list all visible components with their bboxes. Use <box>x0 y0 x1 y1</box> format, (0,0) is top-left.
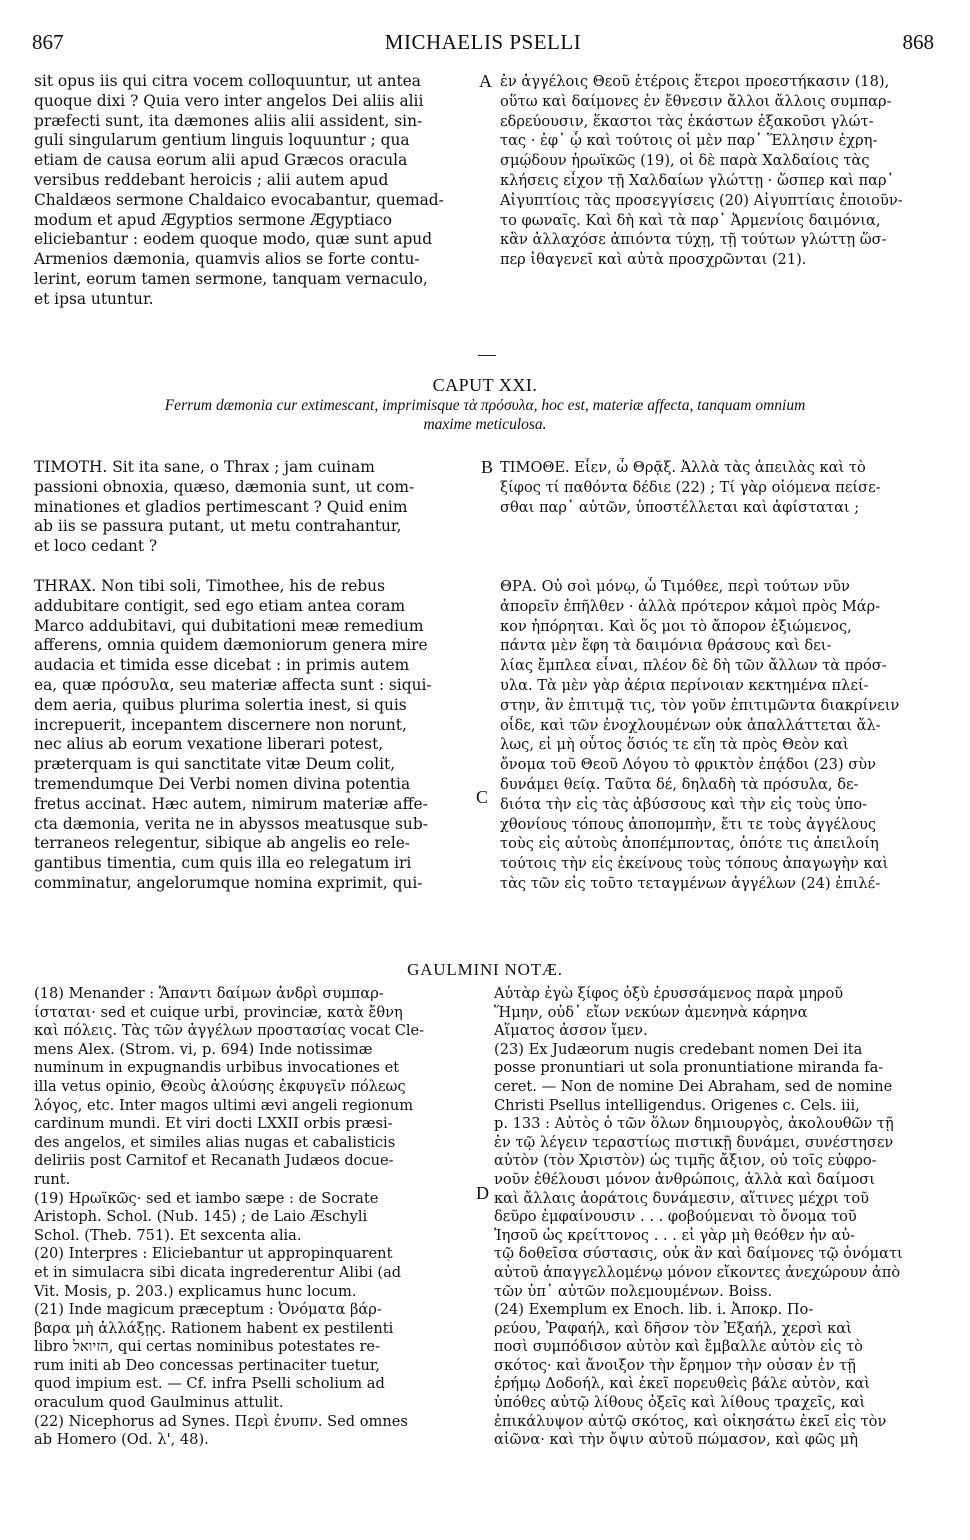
text-line: quod impium est. — Cf. infra Pselli scholium ad <box>34 1375 385 1393</box>
text-line: lerint, eorum tamen sermone, tanquam vernaculo, <box>34 269 428 288</box>
text-line: Αἵματος ἆσσον ἴμεν. <box>494 1022 648 1040</box>
text-line: oraculum quod Gaulminus attulit. <box>34 1394 284 1412</box>
text-line: Aristoph. Schol. (Nub. 145) ; de Laio Æschyli <box>34 1208 368 1226</box>
text-line: (21) Inde magicum præceptum : Ὀνόματα βάρ- <box>34 1301 382 1319</box>
text-line: αὐτοῦ ἀπαγγελλομένῳ μόνον εἴκοντες ἀνεχώρουν ἀπὸ <box>494 1263 901 1281</box>
text-line: posse pronuntiari ut sola pronuntiatione miranda fa- <box>494 1059 884 1077</box>
text-line: et in simulacra sibi dicata ingrederentur Alibi (ad <box>34 1263 402 1281</box>
text-line: (19) Ηρωϊκῶς· sed et iambo sæpe : de Socrate <box>34 1189 379 1207</box>
greek-column-thrax <box>500 577 935 894</box>
text-line: ξίφος τί παθόντα δέδιε (22) ; Τί γὰρ οἰόμενα πείσε- <box>500 478 881 496</box>
text-line: eliciebantur : eodem quoque modo, quæ sunt apud <box>34 230 433 249</box>
text-line: τούτοις τὴν εἰς ἐκείνους τοὺς τόπους ἀπαγωγὴν καὶ <box>500 855 889 873</box>
text-line: mens Alex. (Strom. vi, p. 694) Inde notissimæ <box>34 1040 373 1058</box>
text-line: ἐρήμῳ Δοδοήλ, καὶ ἐκεῖ πορευθεὶς βάλε αὐτὸν, καὶ <box>494 1375 871 1393</box>
notes-column-left <box>34 985 474 1450</box>
text-line: δυνάμει θείᾳ. Ταῦτα δέ, δηλαδὴ τὰ πρόσυλα, δε- <box>500 775 859 793</box>
text-line: τῷ δοθεῖσα σύστασις, οὐκ ἂν καὶ δαίμονες τῷ ὀνόματι <box>494 1245 903 1263</box>
text-line: ἐν ἀγγέλοις Θεοῦ ἑτέροις ἕτεροι προεστήκασιν (18), <box>500 73 890 90</box>
section-marker-a: A <box>479 71 492 91</box>
text-line: fretus accinat. Hæc autem, nimirum materiæ affe- <box>34 794 428 813</box>
text-line: καὶ ἄλλαις ἀοράτοις δυνάμεσιν, αἵτινες μέχρι τοῦ <box>494 1189 869 1207</box>
text-line: Vit. Mosis, p. 203.) explicamus hunc locum. <box>34 1282 357 1300</box>
text-line: Christi Psellus intelligendus. Origenes c. Cels. iii, <box>494 1096 860 1114</box>
greek-column-timotheus <box>500 458 935 517</box>
text-line: terraneos relegentur, sibique ab angelis eo rele- <box>34 834 411 853</box>
text-line: guli singularum gentium linguis loquuntur ; qua <box>34 131 410 150</box>
text-line: comminatur, angelorumque nomina exprimit, qui- <box>34 873 423 892</box>
text-line: Αὐτὰρ ἐγὼ ξίφος ὀξὺ ἐρυσσάμενος παρὰ μηροῦ <box>494 985 844 1002</box>
text-line: εδρεύουσιν, ἕκαστοι τὰς ἑκάστων ἐξακοῦσι γλώτ- <box>500 112 874 130</box>
chapter-subtitle-line-1: Ferrum dæmonia cur extimescant, imprimisque τὰ πρόσυλα, hoc est, materiæ affecta, tanquam omnium <box>164 397 806 414</box>
text-line: libro הזיואל, qui certas nominibus potestates re- <box>34 1338 380 1356</box>
text-line: cardinum mundi. Et viri docti LXXII orbis præsi- <box>34 1115 393 1133</box>
text-line: ea, quæ πρόσυλα, seu materiæ affecta sunt : siqui- <box>34 675 432 694</box>
text-line: quoque dixi ? Quia vero inter angelos Dei aliis alii <box>34 91 424 110</box>
text-line: δεῦρο ἐμφαίνουσιν . . . φοβούμεναι τὸ ὄνομα τοῦ <box>494 1208 857 1226</box>
chapter-subtitle-line-2: maxime meticulosa. <box>423 416 547 433</box>
text-line: gantibus timentia, cum quis illa eo relegatum iri <box>34 854 412 873</box>
text-line: τοὺς εἰς αὐτοὺς ἀποπέμποντας, ὁπότε τις ἀπειλοίη <box>500 835 879 853</box>
text-line: διότα τὴν εἰς τὰς ἀβύσσους καὶ τὴν εἰς τοὺς ὑπο- <box>500 795 868 813</box>
text-line: χθονίους τόπους ἀποπομπὴν, ἔτι τε τοὺς ἀγγέλους <box>500 815 877 833</box>
text-line: ὑπόθες αὐτῷ λίθους ὀξεῖς καὶ λίθους τραχεῖς, καὶ <box>494 1394 866 1412</box>
text-line: ποσὶ συμπόδισον αὐτὸν καὶ ἔμβαλλε αὐτὸν εἰς τὸ <box>494 1338 863 1356</box>
text-line: ΤΙΜΟΘΕ. Εἶεν, ὦ Θρᾷξ. Ἀλλὰ τὰς ἀπειλὰς καὶ τὸ <box>500 459 866 476</box>
text-line: illa vetus opinio, Θεοὺς ἀλούσης ἐκφυγεῖν πόλεως <box>34 1077 406 1095</box>
text-line: versibus reddebant heroicis ; alii autem apud <box>34 170 389 189</box>
text-line: υλα. Τὰ μὲν γὰρ ἀέρια περίνοιαν κεκτημένα πλεί- <box>500 676 869 694</box>
text-line: ἐν τῷ λέγειν τεραστίως πιστικῇ δυνάμει, συνέστησεν <box>494 1133 894 1151</box>
text-line: audacia et timida esse dicebat : in primis autem <box>34 656 410 675</box>
text-line: Ἰησοῦ ὡς κρείττονος . . . εἰ γὰρ μὴ θεόθεν ἦν αὐ- <box>494 1226 856 1244</box>
text-line: minationes et gladios pertimescant ? Quid enim <box>34 497 408 516</box>
latin-column-timotheus <box>34 458 474 557</box>
text-line: Marco addubitavi, qui dubitationi meæ remedium <box>34 616 424 635</box>
text-line: τῶν ὑπ᾽ αὐτῶν πολεμουμένων. Boiss. <box>494 1282 773 1300</box>
text-line: sit opus iis qui citra vocem colloquuntur, ut antea <box>34 72 421 90</box>
running-title: MICHAELIS PSELLI <box>384 30 582 54</box>
text-line: σθαι παρ᾽ αὐτῶν, ὑποστέλλεται καὶ ἀφίσταται ; <box>500 498 860 516</box>
text-line: σμῴδουν ἡρωϊκῶς (19), οἱ δὲ παρὰ Χαλδαίοις τὰς <box>500 152 870 170</box>
text-line: (20) Interpres : Eliciebantur ut appropinquarent <box>34 1245 393 1263</box>
latin-column-top <box>34 72 474 310</box>
text-line: ceret. — Non de nomine Dei Abraham, sed de nomine <box>494 1077 893 1095</box>
text-line: THRAX. Non tibi soli, Timothee, his de rebus <box>34 577 385 595</box>
text-line: σκότος· καὶ ἄνοιξον τὴν ἔρημον τὴν οὖσαν ἐν τῇ <box>494 1356 856 1374</box>
chapter-title: CAPUT XXI. <box>432 375 538 395</box>
text-line: præterquam is qui sanctitate vitæ Deum colit, <box>34 755 396 774</box>
text-line: λόγος, etc. Inter magos ultimi ævi angeli regionum <box>34 1096 414 1114</box>
text-line: (24) Exemplum ex Enoch. lib. i. Ἀποκρ. Πο- <box>494 1301 814 1319</box>
text-line: ab iis se passura putant, ut metu contrahantur, <box>34 517 402 536</box>
text-line: κἂν ἀλλαχόσε ἀπιόντα τύχῃ, τῇ τούτων γλώττῃ ὥσ- <box>500 231 887 249</box>
text-line: Armenios dæmonia, quamvis alios se forte contu- <box>34 250 420 269</box>
text-line: nec alius ab eorum vexatione liberari potest, <box>34 735 384 754</box>
text-line: TIMOTH. Sit ita sane, o Thrax ; jam cuinam <box>34 458 375 476</box>
text-line: βαρα μὴ ἀλλάξῃς. Rationem habent ex pestilenti <box>34 1319 394 1337</box>
chapter-heading <box>40 375 930 434</box>
notes-title: GAULMINI NOTÆ. <box>407 960 563 979</box>
text-line: λως, εἰ μὴ οὗτος ὅσιός τε εἴη τὰ πρὸς Θεὸν καὶ <box>500 736 849 754</box>
text-line: αὐτὸν (τὸν Χριστὸν) ὡς τιμῆς ἄξιον, οὐ τοῖς εὐφρο- <box>494 1152 877 1170</box>
text-line: αἰῶνα· καὶ τὴν ὄψιν αὐτοῦ πώμασον, καὶ φῶς μὴ <box>494 1431 858 1449</box>
text-line: ρεύου, Ῥαφαήλ, καὶ δῆσον τὸν Ἐξαήλ, χερσὶ καὶ <box>494 1319 852 1337</box>
text-line: et loco cedant ? <box>34 537 158 556</box>
text-line: κον ἠπόρηται. Καὶ ὅς μοι τὸ ἄπορον ἐξιώμενος, <box>500 617 852 635</box>
text-line: καὶ πόλεις. Τὰς τῶν ἀγγέλων προστασίας vocat Cle- <box>34 1022 425 1040</box>
text-line: ΘΡΑ. Οὐ σοὶ μόνῳ, ὦ Τιμόθεε, περὶ τούτων νῦν <box>500 578 850 595</box>
text-line: ὄνομα τοῦ Θεοῦ Λόγου τὸ φρικτὸν ἐπᾴδοι (23) σὺν <box>500 756 876 774</box>
text-line: deliriis post Carnitof et Recanath Judæos docue- <box>34 1152 394 1170</box>
text-line: (23) Ex Judæorum nugis credebant nomen Dei ita <box>494 1040 863 1058</box>
latin-column-thrax <box>34 577 474 894</box>
text-line: modum et apud Ægyptios sermone Ægyptiaco <box>34 210 393 229</box>
text-line: runt. <box>34 1170 71 1188</box>
running-header <box>32 30 934 60</box>
text-line: (18) Menander : Ἅπαντι δαίμων ἀνδρὶ συμπαρ- <box>34 985 384 1002</box>
text-line: passioni obnoxia, quæso, dæmonia sunt, ut com- <box>34 477 415 496</box>
section-divider <box>478 355 496 356</box>
text-line: rum initi ab Deo concessas pertinaciter tuetur, <box>34 1356 380 1374</box>
text-line: tremendumque Dei Verbi nomen divina potentia <box>34 774 411 793</box>
text-line: οἶδε, καὶ τῶν ἐνοχλουμένων οὐκ ἀπαλλάττεται ἄλ- <box>500 716 881 734</box>
text-line: etiam de causa eorum alii apud Græcos oracula <box>34 151 408 170</box>
text-line: το φωναῖς. Καὶ δὴ καὶ τὰ παρ᾽ Ἀρμενίοις δαιμόνια, <box>500 211 881 229</box>
greek-column-top <box>500 72 935 270</box>
section-marker-c: C <box>476 787 489 807</box>
text-line: στην, ἂν ἐπιτιμᾷ τις, τὸν γοῦν ἐπιτιμῶντα διακρίνειν <box>500 696 900 714</box>
text-line: ίσταται· sed et cuique urbi, provinciæ, κατὰ ἔθνη <box>34 1003 403 1021</box>
notes-column-right <box>494 985 936 1450</box>
text-line: πάντα μὲν ἔφη τὰ δαιμόνια θράσους καὶ δει- <box>500 637 832 655</box>
text-line: dem aeria, quibus plurima solertia inest, si quis <box>34 695 407 714</box>
text-line: numinum in expugnandis urbibus invocationes et <box>34 1059 400 1077</box>
text-line: increpuerit, incepantem discernere non norunt, <box>34 715 407 734</box>
section-marker-b: B <box>481 457 494 477</box>
text-line: addubitare contigit, sed ego etiam antea coram <box>34 596 406 615</box>
text-line: cta dæmonia, verita ne in abyssos meatusque sub- <box>34 814 428 833</box>
text-line: τας · ἐφ᾽ ᾧ καὶ τούτοις οἱ μὲν παρ᾽ Ἕλλησιν ἐχρη- <box>500 132 878 150</box>
text-line: κλήσεις εἶχον τῇ Χαλδαίων γλώττῃ · ὥσπερ καὶ παρ᾽ <box>500 171 894 189</box>
page-number-left: 867 <box>32 30 64 54</box>
section-marker-d: D <box>476 1183 489 1203</box>
text-line: περ ἰθαγενεῖ καὶ αὐτὰ προσχρῶνται (21). <box>500 251 807 269</box>
text-line: ab Homero (Od. λ', 48). <box>34 1431 209 1449</box>
text-line: Chaldæos sermone Chaldaico evocabantur, quemad- <box>34 190 444 209</box>
text-line: Ἥμην, οὐδ᾽ εἴων νεκύων ἀμενηνὰ κάρηνα <box>494 1003 808 1021</box>
text-line: (22) Nicephorus ad Synes. Περὶ ἐνυπν. Sed omnes <box>34 1412 408 1430</box>
text-line: Schol. (Theb. 751). Et sexcenta alia. <box>34 1226 302 1244</box>
text-line: οὕτω καὶ δαίμονες ἐν ἔθνεσιν ἄλλοι ἄλλοις συμπαρ- <box>500 92 892 110</box>
text-line: τὰς τῶν εἰς τοῦτο τεταγμένων ἀγγέλων (24) ἐπιλέ- <box>500 874 881 892</box>
text-line: ἐπικάλυψον αὐτῷ σκότος, καὶ οἰκησάτω ἐκεῖ εἰς τὸν <box>494 1412 887 1430</box>
text-line: des angelos, et similes alias nugas et cabalisticis <box>34 1133 396 1151</box>
text-line: præfecti sunt, ita dæmones aliis alii assident, sin- <box>34 111 423 130</box>
text-line: et ipsa utuntur. <box>34 289 154 308</box>
text-line: Αἰγυπτίοις τὰς προσεγγίσεις (20) Αἰγυπτίαις ἐποιοῦν- <box>500 191 903 209</box>
text-line: p. 133 : Αὐτὸς ὁ τῶν ὅλων δημιουργὸς, ἀκολουθῶν τῇ <box>494 1115 894 1133</box>
text-line: ἀπορεῖν ἐπῆλθεν · ἀλλὰ πρότερον κἀμοὶ πρὸς Μάρ- <box>500 597 881 615</box>
text-line: νοῦν ἐθέλουσι μόνον ἀνθρώποις, ἀλλὰ καὶ δαίμοσι <box>494 1170 875 1188</box>
text-line: afferens, omnia quidem dæmoniorum genera mire <box>34 636 428 655</box>
text-line: λίας ἔμπλεα εἶναι, πλέον δὲ δὴ τῶν ἄλλων τὰ πρόσ- <box>500 657 887 675</box>
page-number-right: 868 <box>902 30 934 54</box>
